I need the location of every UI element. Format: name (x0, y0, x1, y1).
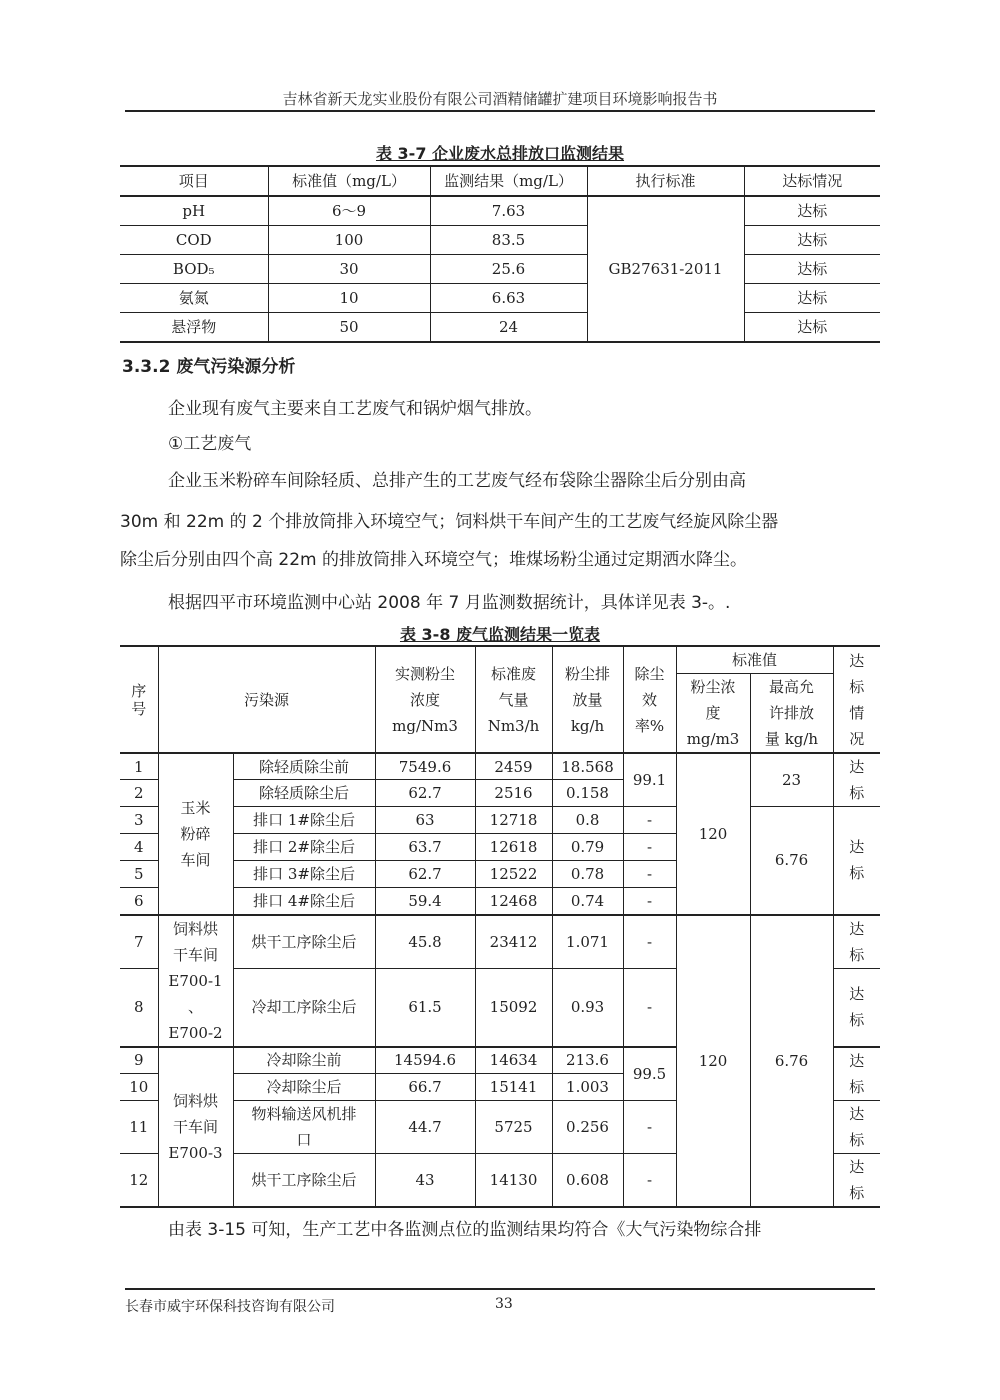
efficiency-cell: 99.5 (623, 1047, 676, 1101)
status-cell: 达标 (744, 196, 880, 226)
flow-cell: 14634 (475, 1047, 552, 1074)
status-text: 达 (849, 985, 865, 1004)
exhaust-gas-table (120, 645, 880, 1208)
group-text: 饲料烘 (172, 1091, 218, 1110)
group-text: E700-2 (168, 1023, 223, 1042)
emission-cell: 0.78 (552, 861, 623, 888)
seq-cell: 10 (120, 1074, 158, 1101)
conc-cell: 44.7 (375, 1101, 475, 1154)
section-heading: 3.3.2 废气污染源分析 (122, 357, 296, 377)
header-text: 序 (131, 681, 147, 700)
compliance-cell (833, 807, 880, 915)
standard-header: 标准值 (676, 646, 833, 673)
status-text: 达 (849, 1158, 865, 1176)
point-cell: 排口 1#除尘后 (233, 807, 375, 834)
emission-cell: 0.8 (552, 807, 623, 834)
point-cell: 排口 2#除尘后 (233, 834, 375, 861)
group-text: 干车间 (172, 1117, 218, 1136)
source-header: 污染源 (158, 646, 375, 753)
item-cell: pH (120, 196, 268, 226)
paragraph: 根据四平市环境监测中心站 2008 年 7 月监测数据统计，具体详见表 3-。. (168, 593, 731, 613)
status-cell: 达标 (744, 284, 880, 313)
group-text: 玉米 (180, 798, 211, 817)
status-text: 达 (849, 838, 865, 857)
limit-cell: 10 (268, 284, 430, 313)
compliance-cell (833, 915, 880, 969)
std-emission-cell: 6.76 (750, 915, 833, 1208)
emission-cell: 0.256 (552, 1101, 623, 1154)
seq-cell: 2 (120, 780, 158, 807)
std-emission-header (750, 673, 833, 753)
table-header-row (120, 166, 880, 196)
group-text: 饲料烘 (172, 919, 218, 938)
result-cell: 7.63 (430, 196, 587, 226)
header-text: 率% (634, 716, 665, 735)
compliance-cell (833, 969, 880, 1047)
header-text: 标准废 (491, 664, 537, 683)
emission-cell: 1.003 (552, 1074, 623, 1101)
table-row (120, 196, 880, 226)
point-cell: 冷却工序除尘后 (233, 969, 375, 1047)
std-emission-cell: 23 (750, 753, 833, 807)
header-text: 情 (849, 703, 865, 722)
header-text: 许排放 (769, 703, 815, 722)
efficiency-cell: - (623, 915, 676, 969)
seq-cell: 8 (120, 969, 158, 1047)
col-header: 执行标准 (587, 166, 744, 196)
conc-cell: 66.7 (375, 1074, 475, 1101)
group-text: 粉碎 (180, 824, 211, 843)
flow-cell: 12618 (475, 834, 552, 861)
status-text: 达 (849, 758, 865, 776)
conc-cell: 62.7 (375, 780, 475, 807)
status-text: 标 (849, 1077, 865, 1096)
status-text: 达 (849, 919, 865, 938)
conc-cell: 7549.6 (375, 753, 475, 780)
item-cell: COD (120, 226, 268, 255)
conc-cell: 59.4 (375, 888, 475, 915)
emission-cell: 0.74 (552, 888, 623, 915)
conc-cell: 43 (375, 1154, 475, 1208)
point-cell: 排口 4#除尘后 (233, 888, 375, 915)
group-text: 干车间 (172, 945, 218, 964)
limit-cell: 6～9 (268, 196, 430, 226)
paragraph-line: 30m 和 22m 的 2 个排放筒排入环境空气；饲料烘干车间产生的工艺废气经旋风除尘器 (120, 512, 779, 532)
table-3-7-caption: 表 3-7 企业废水总排放口监测结果 (375, 144, 625, 163)
efficiency-cell: - (623, 861, 676, 888)
compliance-header (833, 646, 880, 753)
standard-cell: GB27631-2011 (587, 196, 744, 342)
flow-cell: 14130 (475, 1154, 552, 1208)
table-3-8-caption: 表 3-8 废气监测结果一览表 (399, 625, 601, 644)
point-text: 物料输送风机排 (251, 1105, 357, 1123)
std-conc-cell: 120 (676, 915, 750, 1208)
status-text: 标 (849, 1131, 865, 1149)
header-text: mg/Nm3 (392, 716, 458, 735)
paragraph: 企业现有废气主要来自工艺废气和锅炉烟气排放。 (168, 399, 542, 419)
point-cell: 除轻质除尘前 (233, 753, 375, 780)
col-header: 监测结果（mg/L） (430, 166, 587, 196)
wastewater-table (120, 165, 880, 343)
compliance-cell (833, 1154, 880, 1208)
footer-company: 长春市威宇环保科技咨询有限公司 (125, 1299, 335, 1315)
item-cell: 氨氮 (120, 284, 268, 313)
table-row (120, 255, 880, 284)
emission-cell: 18.568 (552, 753, 623, 780)
header-text: 度 (705, 703, 721, 722)
flow-cell: 15092 (475, 969, 552, 1047)
seq-cell: 12 (120, 1154, 158, 1208)
table-row (120, 313, 880, 343)
table-row (120, 915, 880, 969)
seq-cell: 7 (120, 915, 158, 969)
status-text: 标 (849, 1184, 865, 1202)
subheading: ①工艺废气 (168, 434, 252, 454)
flow-cell: 15141 (475, 1074, 552, 1101)
limit-cell: 30 (268, 255, 430, 284)
conc-header (375, 646, 475, 753)
efficiency-cell: - (623, 807, 676, 834)
header-text: 况 (849, 729, 865, 748)
status-text: 标 (849, 1011, 865, 1030)
status-cell: 达标 (744, 255, 880, 284)
emission-cell: 0.79 (552, 834, 623, 861)
emission-cell: 213.6 (552, 1047, 623, 1074)
group-cell (158, 915, 233, 1047)
result-cell: 6.63 (430, 284, 587, 313)
compliance-cell (833, 1047, 880, 1101)
conc-cell: 63.7 (375, 834, 475, 861)
table-row (120, 284, 880, 313)
efficiency-cell: - (623, 1101, 676, 1154)
status-text: 标 (849, 945, 865, 964)
flow-cell: 2516 (475, 780, 552, 807)
emission-header (552, 646, 623, 753)
header-text: 达 (849, 651, 865, 670)
table-header-row (120, 646, 880, 673)
conc-cell: 45.8 (375, 915, 475, 969)
item-cell: BOD₅ (120, 255, 268, 284)
group-text: E700-3 (168, 1143, 223, 1162)
std-conc-header (676, 673, 750, 753)
limit-cell: 50 (268, 313, 430, 343)
closing-paragraph: 由表 3-15 可知，生产工艺中各监测点位的监测结果均符合《大气污染物综合排 (168, 1220, 762, 1240)
result-cell: 25.6 (430, 255, 587, 284)
result-cell: 24 (430, 313, 587, 343)
header-text: 放量 (572, 690, 603, 709)
seq-cell: 3 (120, 807, 158, 834)
seq-cell: 4 (120, 834, 158, 861)
flow-cell: 12718 (475, 807, 552, 834)
header-text: 标 (849, 677, 865, 696)
point-cell: 烘干工序除尘后 (233, 915, 375, 969)
point-cell: 除轻质除尘后 (233, 780, 375, 807)
status-text: 达 (849, 1105, 865, 1123)
conc-cell: 62.7 (375, 861, 475, 888)
point-cell: 排口 3#除尘后 (233, 861, 375, 888)
conc-cell: 63 (375, 807, 475, 834)
page-number: 33 (495, 1296, 513, 1312)
header-rule (125, 110, 875, 112)
efficiency-cell: - (623, 1154, 676, 1208)
seq-cell: 6 (120, 888, 158, 915)
efficiency-cell: - (623, 834, 676, 861)
efficiency-cell: - (623, 969, 676, 1047)
header-text: 最高允 (769, 677, 815, 696)
status-text: 标 (849, 864, 865, 883)
group-text: 、 (187, 997, 203, 1016)
std-conc-cell: 120 (676, 753, 750, 915)
point-cell: 烘干工序除尘后 (233, 1154, 375, 1208)
point-cell (233, 1101, 375, 1154)
efficiency-cell: 99.1 (623, 753, 676, 807)
status-text: 标 (849, 784, 865, 802)
flow-cell: 12522 (475, 861, 552, 888)
group-cell (158, 753, 233, 915)
col-header: 标准值（mg/L） (268, 166, 430, 196)
seq-cell: 9 (120, 1047, 158, 1074)
group-cell (158, 1047, 233, 1208)
header-text: 量 kg/h (764, 729, 819, 748)
header-text: 号 (131, 699, 147, 718)
col-header: 项目 (120, 166, 268, 196)
flow-header (475, 646, 552, 753)
header-text: kg/h (570, 716, 605, 735)
flow-cell: 5725 (475, 1101, 552, 1154)
paragraph-line: 除尘后分别由四个高 22m 的排放筒排入环境空气；堆煤场粉尘通过定期洒水降尘。 (120, 550, 747, 570)
flow-cell: 12468 (475, 888, 552, 915)
status-text: 达 (849, 1051, 865, 1070)
point-cell: 冷却除尘后 (233, 1074, 375, 1101)
header-text: mg/m3 (686, 729, 740, 748)
efficiency-cell: - (623, 888, 676, 915)
seq-header (120, 646, 158, 753)
header-text: 除尘 (634, 664, 665, 683)
status-cell: 达标 (744, 313, 880, 343)
emission-cell: 0.608 (552, 1154, 623, 1208)
group-text: 车间 (180, 850, 211, 869)
emission-cell: 1.071 (552, 915, 623, 969)
header-text: 粉尘排 (565, 664, 611, 683)
compliance-cell (833, 1101, 880, 1154)
table-row (120, 753, 880, 780)
table-row (120, 807, 880, 834)
group-text: E700-1 (168, 971, 223, 990)
header-text: 粉尘浓 (690, 677, 736, 696)
paragraph-line: 企业玉米粉碎车间除轻质、总排产生的工艺废气经布袋除尘器除尘后分别由高 (168, 471, 746, 491)
conc-cell: 61.5 (375, 969, 475, 1047)
header-text: 实测粉尘 (395, 664, 456, 683)
conc-cell: 14594.6 (375, 1047, 475, 1074)
footer-rule (125, 1288, 875, 1290)
point-text: 口 (296, 1131, 312, 1149)
emission-cell: 0.158 (552, 780, 623, 807)
header-text: 气量 (498, 690, 529, 709)
limit-cell: 100 (268, 226, 430, 255)
item-cell: 悬浮物 (120, 313, 268, 343)
compliance-cell (833, 753, 880, 807)
seq-cell: 1 (120, 753, 158, 780)
point-cell: 冷却除尘前 (233, 1047, 375, 1074)
col-header: 达标情况 (744, 166, 880, 196)
seq-cell: 11 (120, 1101, 158, 1154)
result-cell: 83.5 (430, 226, 587, 255)
header-text: 浓度 (410, 690, 441, 709)
header-text: 效 (642, 690, 658, 709)
efficiency-header (623, 646, 676, 753)
document-header: 吉林省新天龙实业股份有限公司酒精储罐扩建项目环境影响报告书 (282, 90, 718, 108)
seq-cell: 5 (120, 861, 158, 888)
header-text: Nm3/h (487, 716, 540, 735)
flow-cell: 23412 (475, 915, 552, 969)
std-emission-cell: 6.76 (750, 807, 833, 915)
flow-cell: 2459 (475, 753, 552, 780)
emission-cell: 0.93 (552, 969, 623, 1047)
status-cell: 达标 (744, 226, 880, 255)
table-row (120, 226, 880, 255)
